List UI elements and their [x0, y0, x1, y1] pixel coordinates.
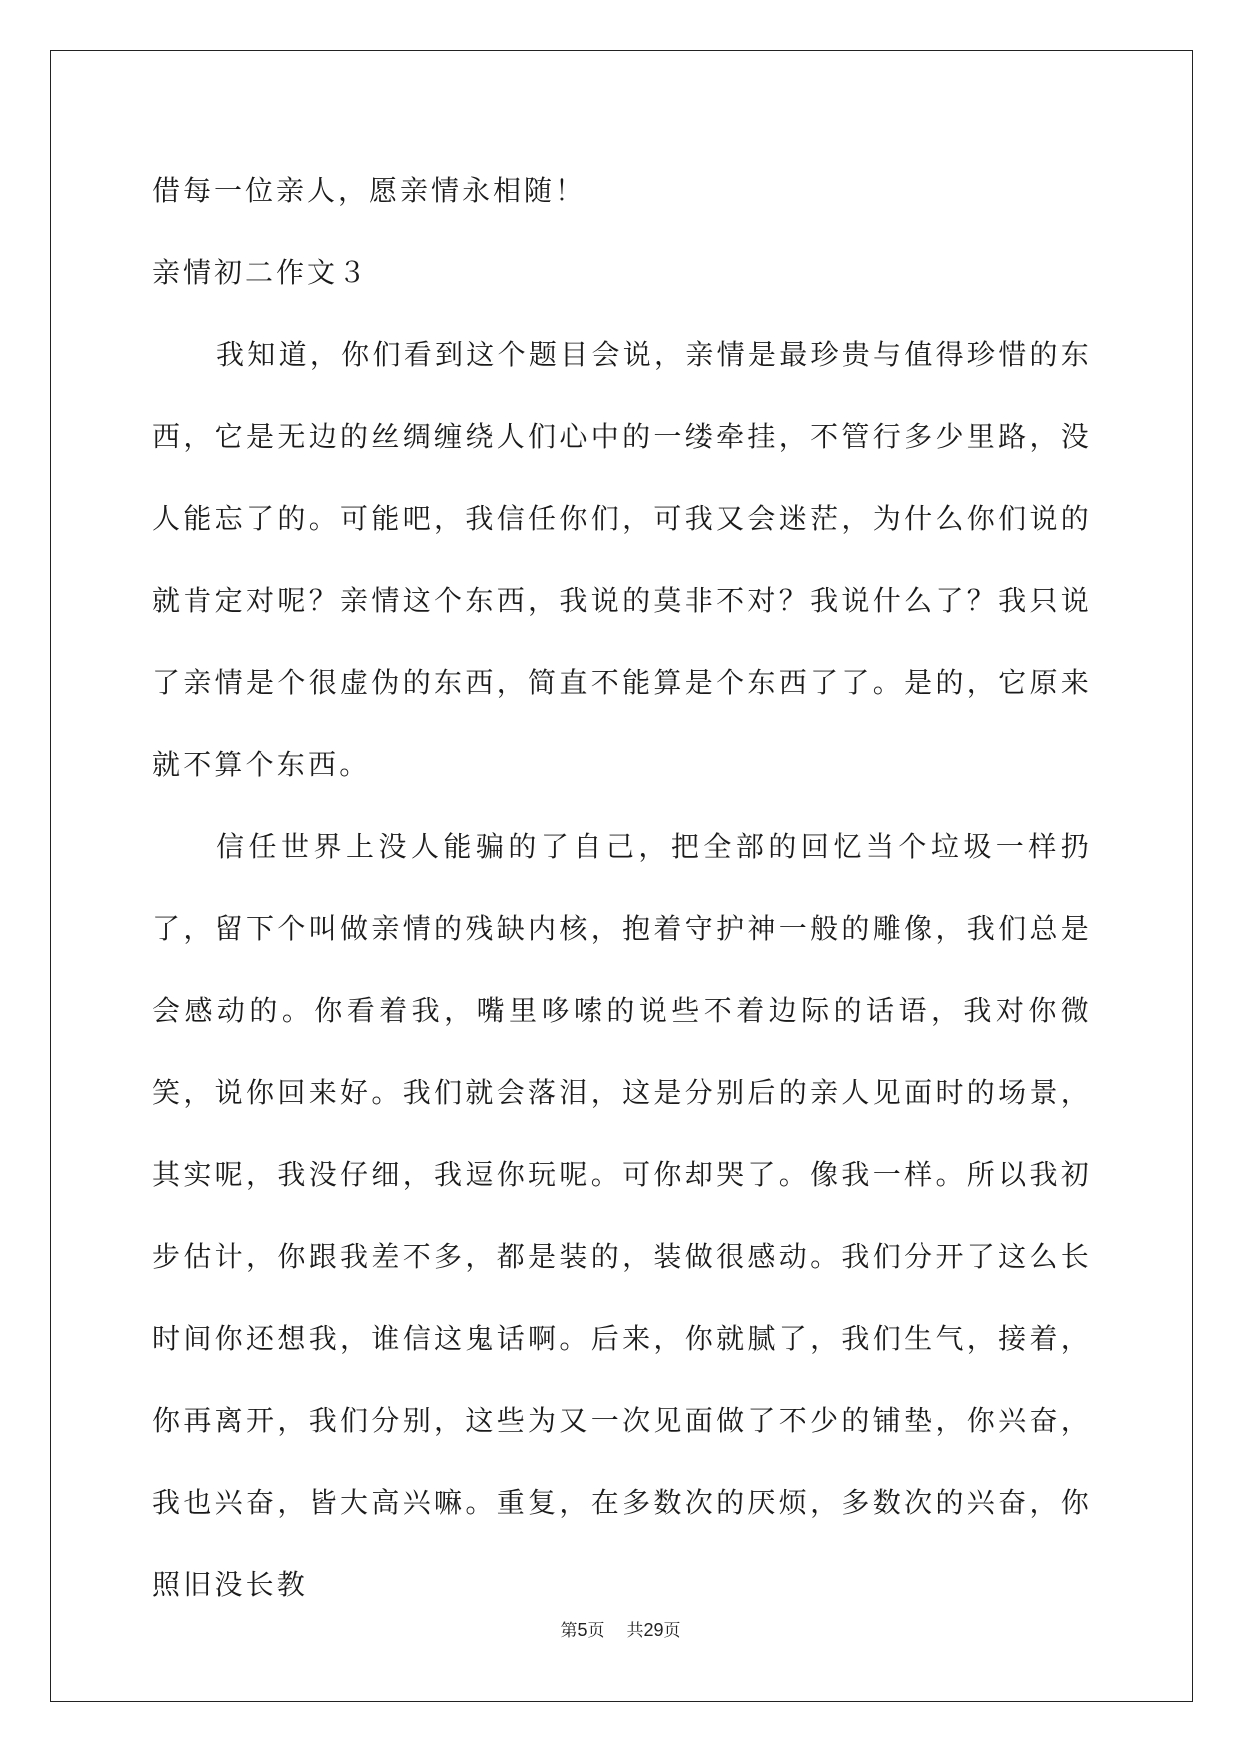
page-unit: 页 [587, 1621, 605, 1641]
total-pages: 29 [643, 1620, 664, 1640]
page-prefix: 第 [560, 1621, 578, 1641]
page-footer [0, 1616, 1241, 1641]
page-number: 5 [577, 1620, 588, 1640]
closing-line: 借每一位亲人，愿亲情永相随！ [152, 174, 587, 207]
paragraph: 信任世界上没人能骗的了自己，把全部的回忆当个垃圾一样扔了，留下个叫做亲情的残缺内核，抱着守护神一般的雕像，我们总是会感动的。你看着我，嘴里哆嗦的说些不着边际的话语，我对你微笑，说你回来好。我们就会落泪，这是分别后的亲人见面时的场景，其实呢，我没仔细，我逗你玩呢。可你却哭了。像我一样。所以我初步估计，你跟我差不多，都是装的，装做很感动。我们分开了这么长时间你还想我，谁信这鬼话啊。后来，你就腻了，我们生气，接着，你再离开，我们分别，这些为又一次见面做了不少的铺垫，你兴奋，我也兴奋，皆大高兴嘛。重复，在多数次的厌烦，多数次的兴奋，你照旧没长教 [152, 830, 1092, 1601]
document-body [152, 150, 1092, 1626]
section-title: 亲情初二作文３ [152, 256, 370, 289]
total-unit: 页 [663, 1621, 681, 1641]
total-prefix: 共 [626, 1621, 644, 1641]
paragraph: 我知道，你们看到这个题目会说，亲情是最珍贵与值得珍惜的东西，它是无边的丝绸缠绕人们心中的一缕牵挂，不管行多少里路，没人能忘了的。可能吧，我信任你们，可我又会迷茫，为什么你们说的就肯定对呢？亲情这个东西，我说的莫非不对？我说什么了？我只说了亲情是个很虚伪的东西，简直不能算是个东西了了。是的，它原来就不算个东西。 [152, 338, 1092, 781]
